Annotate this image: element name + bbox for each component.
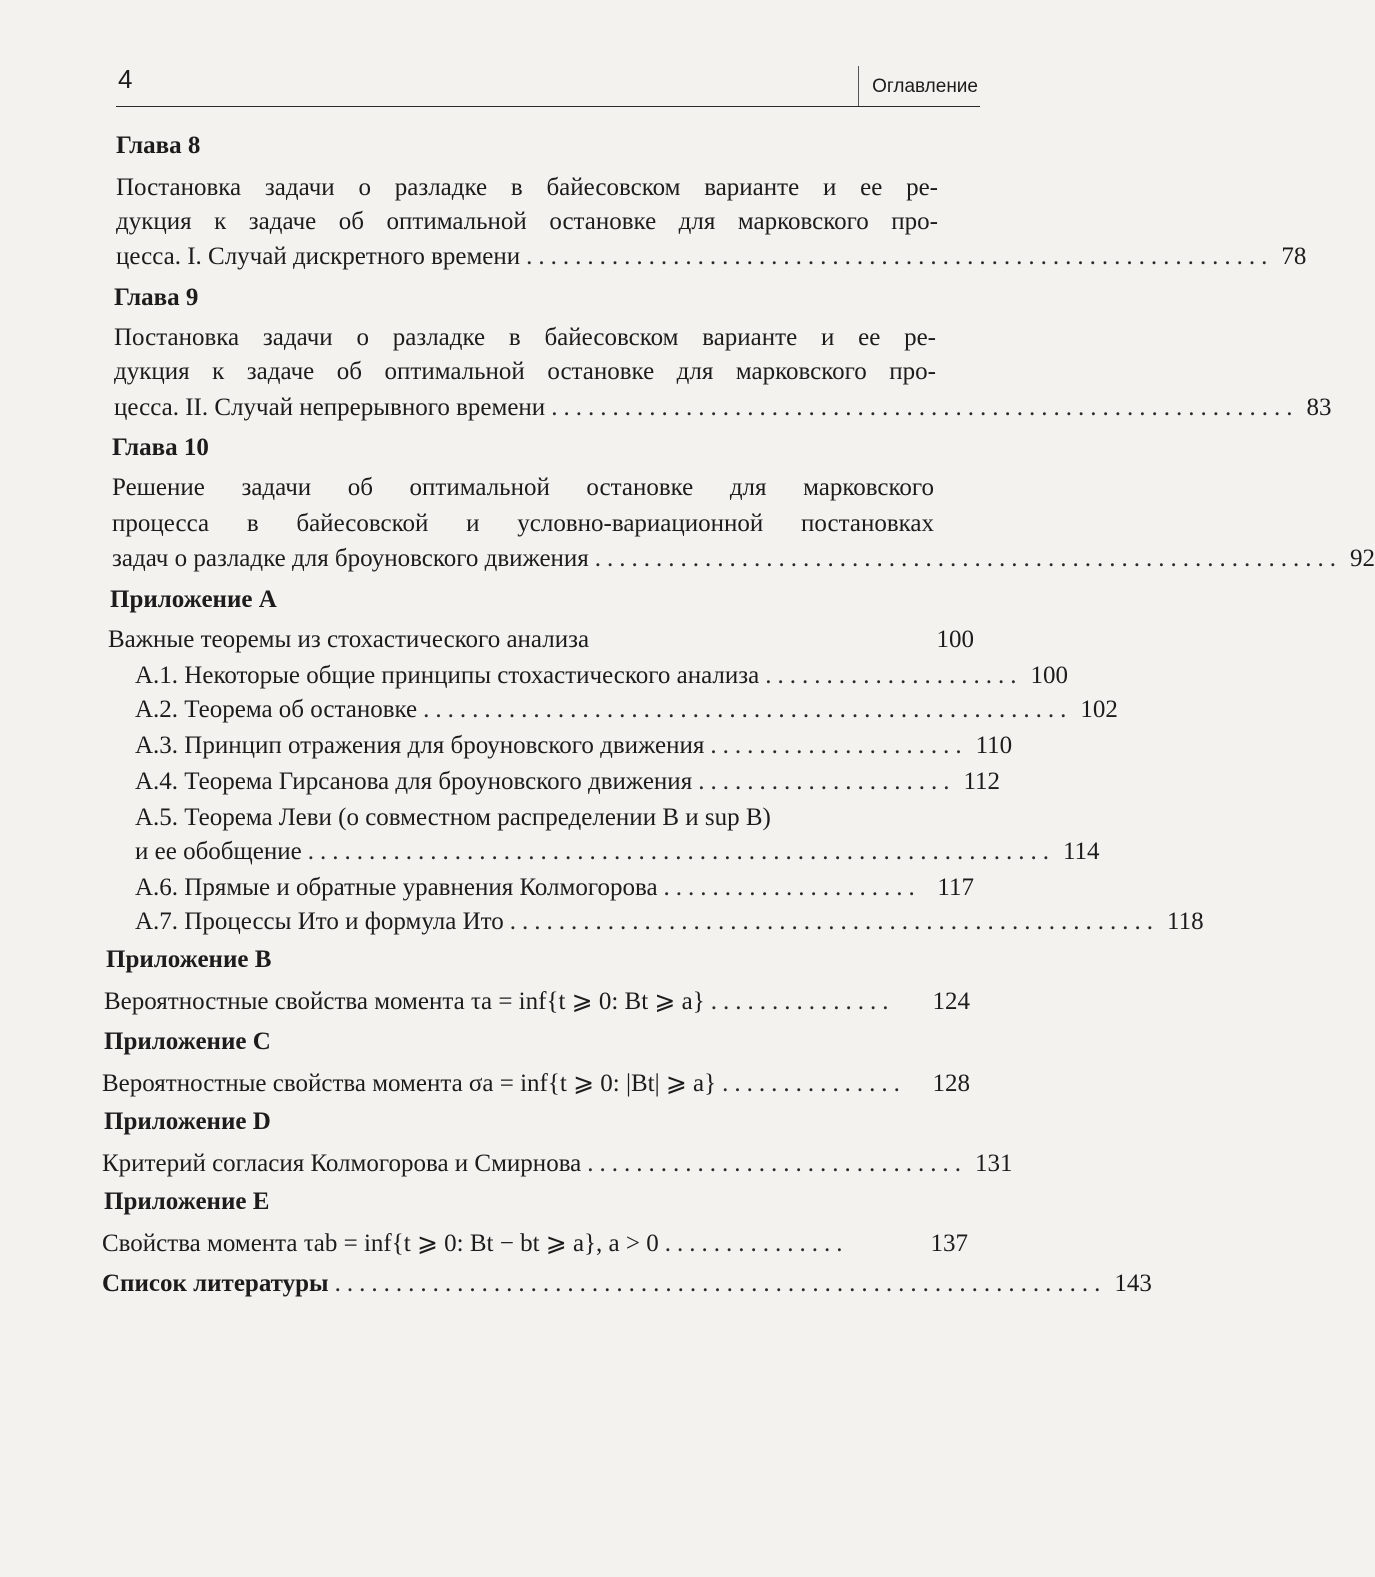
appendix-b-title: Вероятностные свойства момента τa = inf{t ⩾ 0: Bt ⩾ a} xyxy=(104,988,705,1015)
appendix-b-heading: Приложение B xyxy=(106,946,272,973)
leader-dots: ............................................................... xyxy=(334,1270,1107,1297)
page-ref: 110 xyxy=(975,732,1013,759)
chapter-8-heading: Глава 8 xyxy=(116,132,201,159)
chapter-10-title-line1: Решение задачи об оптимальной остановке для марковского xyxy=(112,474,934,501)
chapter-8-title-line1: Постановка задачи о разладке в байесовском варианте и ее ре- xyxy=(116,174,938,201)
toc-entry-chapter-9[interactable] xyxy=(114,392,1332,424)
toc-entry-a3[interactable] xyxy=(135,730,1013,762)
appendix-e-heading: Приложение E xyxy=(104,1188,270,1215)
page-ref: 114 xyxy=(1062,838,1100,865)
chapter-9-title-line2: дукция к задаче об оптимальной остановке для марковского про- xyxy=(114,358,936,385)
page-ref: 118 xyxy=(1167,908,1204,935)
appendix-c-heading: Приложение C xyxy=(104,1028,271,1055)
toc-entry-appendix-d[interactable] xyxy=(102,1148,1013,1180)
section-title: Оглавление xyxy=(872,76,978,97)
appendix-d-title: Критерий согласия Колмогорова и Смирнова xyxy=(102,1150,582,1177)
toc-entry-references[interactable] xyxy=(102,1268,1152,1300)
chapter-10-heading: Глава 10 xyxy=(112,434,209,461)
page-ref: 128 xyxy=(932,1070,970,1097)
a2-title: A.2. Теорема об остановке xyxy=(135,696,418,723)
chapter-8-title-line2: дукция к задаче об оптимальной остановке для марковского про- xyxy=(116,208,938,235)
chapter-10-title-line3: задач о разладке для броуновского движения xyxy=(112,545,589,572)
leader-dots: ..................... xyxy=(698,768,956,795)
page-ref: 131 xyxy=(975,1150,1013,1177)
toc-entry-appendix-e[interactable] xyxy=(102,1228,968,1260)
page-ref: 112 xyxy=(963,768,1001,795)
page-ref: 92 xyxy=(1350,545,1375,572)
appendix-d-heading: Приложение D xyxy=(104,1108,271,1135)
appendix-a-heading: Приложение A xyxy=(110,586,277,613)
page-ref: 100 xyxy=(1030,662,1069,689)
chapter-8-title-line3: цесса. I. Случай дискретного времени xyxy=(116,243,521,270)
page-ref: 117 xyxy=(937,874,974,901)
toc-entry-appendix-c[interactable] xyxy=(102,1068,970,1100)
a1-title: A.1. Некоторые общие принципы стохастического анализа xyxy=(135,662,760,689)
chapter-9-title-line3: цесса. II. Случай непрерывного времени xyxy=(114,394,546,421)
chapter-9-title-line1: Постановка задачи о разладке в байесовском варианте и ее ре- xyxy=(114,324,936,351)
leader-dots: ............................................................. xyxy=(526,243,1274,270)
leader-dots: ............... xyxy=(710,988,895,1015)
toc-entry-a5[interactable] xyxy=(135,836,1100,868)
chapter-10-title-line2: процесса в байесовской и условно-вариационной постановках xyxy=(112,510,934,537)
running-head xyxy=(116,66,980,107)
leader-dots: ............... xyxy=(722,1070,906,1097)
page-ref: 124 xyxy=(932,988,970,1015)
references-title: Список литературы xyxy=(102,1270,329,1297)
leader-dots: ..................... xyxy=(663,874,921,901)
a5-title-line1: A.5. Теорема Леви (о совместном распределении B и sup B) xyxy=(135,804,771,831)
toc-entry-chapter-10[interactable] xyxy=(112,543,1375,575)
leader-dots: ..................................................... xyxy=(423,696,1073,723)
toc-entry-a7[interactable] xyxy=(135,906,1204,938)
toc-entry-chapter-8[interactable] xyxy=(116,241,1307,273)
chapter-9-heading: Глава 9 xyxy=(114,284,199,311)
leader-dots: ............................... xyxy=(587,1150,968,1177)
leader-dots: ............................................................. xyxy=(307,838,1055,865)
leader-dots: ............... xyxy=(664,1230,849,1257)
appendix-e-title: Свойства момента τab = inf{t ⩾ 0: Bt − bt ⩾ a}, a > 0 xyxy=(102,1230,659,1257)
leader-dots: ..................................................... xyxy=(509,908,1159,935)
toc-entry-a4[interactable] xyxy=(135,766,1001,798)
page-ref: 143 xyxy=(1114,1270,1152,1297)
a7-title: A.7. Процессы Ито и формула Ито xyxy=(135,908,504,935)
toc-entry-a1[interactable] xyxy=(135,660,1069,692)
a4-title: A.4. Теорема Гирсанова для броуновского движения xyxy=(135,768,693,795)
toc-entry-appendix-a[interactable] xyxy=(108,624,974,656)
page-ref: 78 xyxy=(1281,243,1307,270)
page-ref: 137 xyxy=(930,1230,968,1257)
leader-dots: ..................... xyxy=(765,662,1023,689)
a6-title: A.6. Прямые и обратные уравнения Колмогорова xyxy=(135,874,658,901)
page-ref: 102 xyxy=(1080,696,1118,723)
leader-dots: ..................... xyxy=(710,732,968,759)
leader-dots: ............................................................. xyxy=(594,545,1343,572)
a5-title-line2: и ее обобщение xyxy=(135,838,302,865)
appendix-a-title: Важные теоремы из стохастического анализа xyxy=(108,626,590,653)
appendix-c-title: Вероятностные свойства момента σa = inf{t ⩾ 0: |Bt| ⩾ a} xyxy=(102,1070,717,1097)
toc-entry-a6[interactable] xyxy=(135,872,974,904)
page-number: 4 xyxy=(118,64,133,94)
page-ref: 100 xyxy=(936,626,974,653)
toc-entry-appendix-b[interactable] xyxy=(104,986,970,1018)
page-ref: 83 xyxy=(1306,394,1332,421)
leader-dots: ............................................................. xyxy=(551,394,1299,421)
toc-entry-a2[interactable] xyxy=(135,694,1118,726)
a3-title: A.3. Принцип отражения для броуновского движения xyxy=(135,732,705,759)
header-divider xyxy=(858,66,859,106)
